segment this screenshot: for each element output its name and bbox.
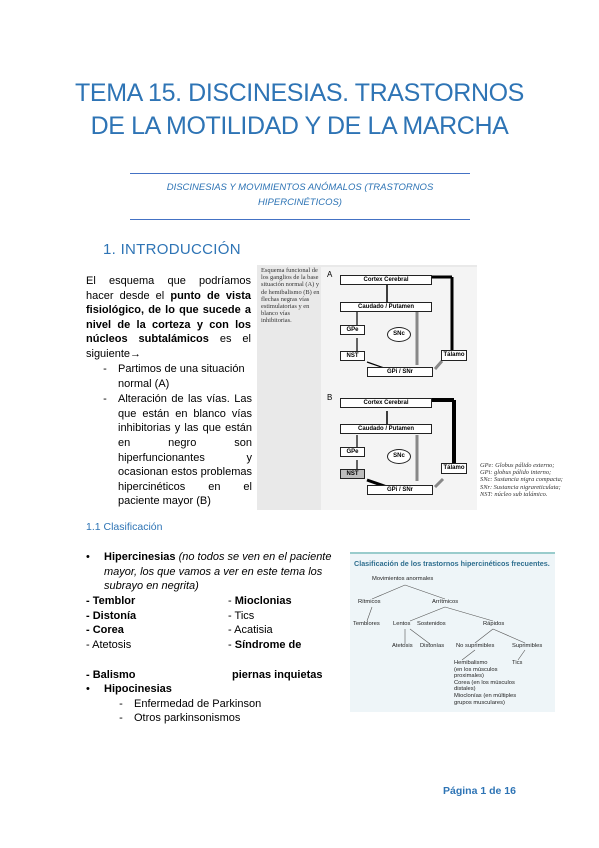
sub-item-text: Otros parkinsonismos xyxy=(134,712,241,725)
page-title-line-2: DE LA MOTILIDAD Y DE LA MARCHA xyxy=(90,112,509,140)
legend-line: GPe: Globus pálido externo; xyxy=(480,462,555,469)
tree-title: Clasificación de los trastornos hipercinéticos frecuentes. xyxy=(354,559,550,568)
item-atetosis: - Atetosis xyxy=(86,638,132,651)
list-item xyxy=(92,362,252,391)
tree-node-atetosis: Atetosis xyxy=(392,643,413,649)
intro-bullet-list xyxy=(92,362,252,509)
tree-list-line: distales) xyxy=(454,686,476,693)
item-acatisia: Acatisia xyxy=(234,624,273,637)
tree-node-sostenidos: Sostenidos xyxy=(417,621,446,627)
list-item xyxy=(108,711,336,726)
dash-marker: - xyxy=(119,712,123,725)
tree-node-arritmicos: Arrítmicos xyxy=(432,599,459,605)
dash-marker: - xyxy=(103,393,107,406)
intro-bold-text: punto de vista fisiológico, de lo que sucede a nivel de la corteza y con los núcleos subtalámicos xyxy=(86,289,252,346)
tree-root: Movimientos anormales xyxy=(372,576,434,582)
tree-node-no-suprimibles: No suprimibles xyxy=(456,643,495,649)
list-item xyxy=(228,609,348,624)
hipercinesias-bullet xyxy=(86,550,343,594)
tree-node-temblores: Temblores xyxy=(353,621,380,627)
tree-list-line: grupos musculares) xyxy=(454,699,505,706)
hipercinesias-left-column xyxy=(86,594,206,652)
balismo-text: - Balismo xyxy=(86,669,136,681)
page-title-line-1: TEMA 15. DISCINESIAS. TRASTORNOS xyxy=(75,79,524,107)
bullet-dot-icon: • xyxy=(86,551,90,563)
box-nst-b: NST xyxy=(340,469,365,479)
item-corea: - Corea xyxy=(86,624,124,637)
tree-node-rapidos: Rápidos xyxy=(483,621,505,627)
tree-node-distonias: Distonías xyxy=(420,643,445,649)
item-temblor: - Temblor xyxy=(86,595,136,607)
basal-ganglia-figure xyxy=(257,265,477,510)
bullet-content xyxy=(104,550,343,594)
list-item xyxy=(108,697,336,712)
hipocinesias-bullet xyxy=(86,682,336,726)
list-item xyxy=(86,609,206,624)
item-balismo xyxy=(86,668,136,683)
list-item xyxy=(228,594,348,609)
item-tics: Tics xyxy=(234,609,255,622)
dash-marker: - xyxy=(119,697,123,710)
list-item xyxy=(228,638,348,653)
list-item xyxy=(92,392,252,509)
tree-node-ritmicos: Rítmicos xyxy=(358,599,381,605)
page-number: Página 1 de 16 xyxy=(443,785,516,797)
list-item xyxy=(86,682,336,697)
legend-line: SNr: Sustancia nigrareticulata; xyxy=(480,483,561,491)
dash-marker: - xyxy=(228,609,235,622)
box-nst-a: NST xyxy=(340,351,365,361)
legend-line: NST: núcleo sub talámico. xyxy=(480,490,548,498)
bullet-bold-text: Hipocinesias xyxy=(104,683,172,695)
box-caudate-a: Caudado / Putamen xyxy=(340,302,432,312)
box-snc-a: SNc xyxy=(387,327,411,342)
dash-marker: - xyxy=(228,638,235,651)
box-cortex-a: Cortex Cerebral xyxy=(340,275,432,285)
tree-list-line: proximales) xyxy=(454,673,484,680)
bullet-text: Partimos de una situación normal (A) xyxy=(118,363,245,390)
item-mioclonias: Mioclonias xyxy=(234,595,292,607)
hipercinesias-right-column xyxy=(228,594,348,652)
legend-line: SNc: Sustancia nigra compacta; xyxy=(480,476,563,484)
box-talamo-a: Tálamo xyxy=(441,350,467,361)
item-sindrome: Síndrome de xyxy=(234,638,302,651)
bullet-dot-icon: • xyxy=(86,683,90,695)
box-caudate-b: Caudado / Putamen xyxy=(340,424,432,434)
tree-list-line: (en los músculos xyxy=(454,666,498,673)
classification-tree-figure xyxy=(350,552,555,712)
bullet-italic-text: (no todos se ven en el paciente mayor, los que vamos a ver en este tema los subrayo en negrita) xyxy=(104,551,332,593)
list-item xyxy=(86,623,206,638)
bullet-bold-text: Hipercinesias xyxy=(104,551,176,563)
section-heading-introduccion: 1. INTRODUCCIÓN xyxy=(103,241,241,258)
tree-list-line: Mioclonías (en múltiples xyxy=(454,692,517,699)
figure-legend xyxy=(480,462,580,498)
item-piernas-inquietas xyxy=(232,668,322,683)
sub-item-text: Enfermedad de Parkinson xyxy=(134,697,262,710)
list-item xyxy=(228,623,348,638)
intro-text: El esquema que podríamos hacer desde el xyxy=(86,275,251,302)
intro-paragraph xyxy=(86,274,251,362)
box-cortex-b: Cortex Cerebral xyxy=(340,398,432,408)
legend-line: GPi: globus pálido interno; xyxy=(480,469,552,477)
tree-node-suprimibles: Suprimibles xyxy=(512,643,543,649)
subtitle-line-2: HIPERCINÉTICOS) xyxy=(258,197,342,208)
box-talamo-b: Tálamo xyxy=(441,463,467,474)
item-distonia: - Distonía xyxy=(86,609,137,622)
divider-top xyxy=(130,173,470,174)
figure-label-a: A xyxy=(327,270,333,279)
intro-text-end: es el siguiente→ xyxy=(86,333,251,360)
dash-marker: - xyxy=(228,595,235,607)
dash-marker: - xyxy=(103,363,107,375)
piernas-text: piernas inquietas xyxy=(232,669,323,681)
box-gpe-a: GPe xyxy=(340,325,365,335)
tree-node-lentos: Lentos xyxy=(393,621,411,627)
bullet-text: Alteración de las vías. Las que están en blanco vías inhibitorias y las que están en negro son hiperfuncionantes y ocasionan estos problemas hipercinéticos en el paciente mayor (B) xyxy=(118,393,252,508)
box-gpi-b: GPi / SNr xyxy=(367,485,433,495)
figure-caption: Esquema funcional de los ganglios de la base situación normal (A) y de hemibalismo (B) en flechas negras vías estimulatorias y en blanco vías inhibitorias. xyxy=(261,267,320,325)
dash-marker: - xyxy=(228,624,235,637)
divider-bottom xyxy=(130,219,470,220)
tree-node-tics: Tics xyxy=(512,660,523,666)
box-snc-b: SNc xyxy=(387,449,411,464)
section-heading-clasificacion: 1.1 Clasificación xyxy=(86,521,163,533)
box-gpe-b: GPe xyxy=(340,447,365,457)
tree-node-list xyxy=(454,660,516,706)
subtitle-line-1: DISCINESIAS Y MOVIMIENTOS ANÓMALOS (TRASTORNOS xyxy=(166,182,434,193)
list-item xyxy=(86,638,206,653)
tree-list-line: Hemibalismo xyxy=(454,660,488,666)
tree-list-line: Corea (en los músculos xyxy=(454,679,515,686)
list-item xyxy=(86,594,206,609)
box-gpi-a: GPi / SNr xyxy=(367,367,433,377)
list-item xyxy=(86,550,343,594)
figure-label-b: B xyxy=(327,393,333,402)
